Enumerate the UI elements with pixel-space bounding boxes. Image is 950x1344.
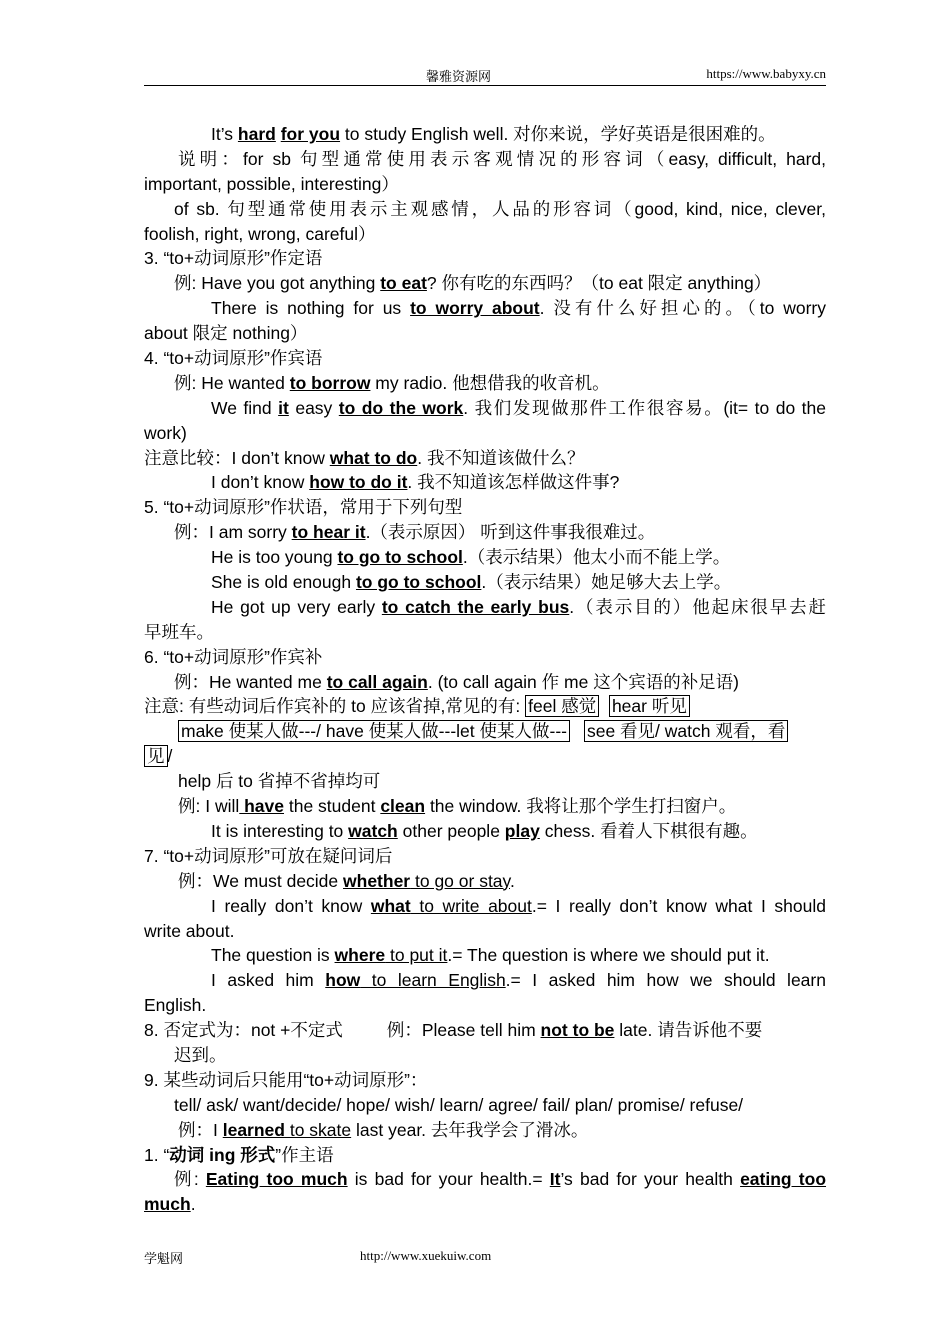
boxed-make-have-let: make 使某人做---/ have 使某人做---let 使某人做---: [178, 720, 570, 742]
example-eating-too-much: 例: Eating too much is bad for your health.= It’s bad for your health eating too: [174, 1169, 827, 1190]
example-to-do-the-work-cont: work): [144, 422, 187, 443]
note-help: help 后 to 省掉不省掉均可: [178, 771, 381, 792]
note-for-sb: 说明：for sb 句型通常使用表示客观情况的形容词（easy, difficult, hard,: [178, 148, 826, 169]
header-site-name: 馨雅资源网: [426, 69, 492, 84]
heading-8-negative-cont: 迟到。: [174, 1044, 227, 1065]
example-what-to-write-cont: write about.: [144, 920, 235, 941]
heading-7-question-words: 7. “to+动词原形”可放在疑问词后: [144, 845, 393, 866]
example-early-bus-cont: 早班车。: [144, 621, 214, 642]
example-to-eat: 例: Have you got anything to eat? 你有吃的东西吗？（to eat 限定 anything）: [174, 273, 772, 294]
example-to-call-again: 例：He wanted me to call again. (to call again 作 me 这个宾语的补足语): [174, 671, 740, 692]
boxed-see-watch: see 看见/ watch 观看，看: [584, 720, 788, 742]
example-to-worry-about: There is nothing for us to worry about. 没有什么好担心的。（to worry: [211, 298, 826, 319]
example-where-to-put: The question is where to put it.= The question is where we should put it.: [211, 945, 770, 966]
heading-gerund-subject: 1. “动词 ing 形式”作主语: [144, 1144, 334, 1165]
heading-3-attributive: 3. “to+动词原形”作定语: [144, 248, 323, 269]
note-omit-to: 注意: 有些动词后作宾补的 to 应该省掉,常见的有: feel 感觉 hear 听见: [144, 694, 826, 719]
example-to-hear-it: 例：I am sorry to hear it.（表示原因） 听到这件事我很难过。: [174, 522, 656, 543]
example-too-young: He is too young to go to school.（表示结果）他太小而不能上学。: [211, 547, 731, 568]
heading-9-only-to: 9. 某些动词后只能用“to+动词原形”：: [144, 1069, 428, 1090]
example-hard-for-you: It’s hard for you to study English well. 对你来说，学好英语是很困难的。: [211, 124, 776, 144]
boxed-feel: feel 感觉: [525, 695, 599, 717]
header-divider: [144, 85, 826, 86]
example-have-clean: 例: I will have the student clean the window. 我将让那个学生打扫窗户。: [178, 796, 737, 817]
example-watch-play: It is interesting to watch other people play chess. 看着人下棋很有趣。: [211, 820, 758, 841]
heading-4-object: 4. “to+动词原形”作宾语: [144, 348, 323, 369]
note-for-sb-cont: important, possible, interesting）: [144, 173, 399, 194]
note-of-sb: of sb. 句型通常使用表示主观感情，人品的形容词（good, kind, nice, clever,: [174, 198, 826, 219]
heading-5-adverbial: 5. “to+动词原形”作状语，常用于下列句型: [144, 497, 463, 518]
page-header: [144, 66, 826, 86]
heading-6-complement: 6. “to+动词原形”作宾补: [144, 646, 323, 667]
example-to-do-the-work: We find it easy to do the work. 我们发现做那件工作很容易。(it= to do the: [211, 397, 826, 418]
example-early-bus: He got up very early to catch the early bus.（表示目的）他起床很早去赶: [211, 596, 826, 617]
note-omit-to-cont: 见 /: [144, 744, 826, 769]
compare-what-to-do: 注意比较：I don’t know what to do. 我不知道该做什么？: [144, 447, 585, 468]
note-omit-to-verbs: [144, 719, 826, 744]
example-how-to-learn-cont: English.: [144, 995, 207, 1016]
footer-url: http://www.xuekuiw.com: [360, 1248, 492, 1263]
verb-list: tell/ ask/ want/decide/ hope/ wish/ learn/ agree/ fail/ plan/ promise/ refuse/: [174, 1094, 744, 1115]
boxed-jian: 见: [144, 745, 168, 767]
example-whether: 例：We must decide whether to go or stay.: [178, 870, 515, 891]
boxed-hear: hear 听见: [609, 695, 690, 717]
page-footer: [144, 1248, 492, 1267]
heading-8-negative: 8. 否定式为：not +不定式 例：Please tell him not to be late. 请告诉他不要: [144, 1020, 763, 1041]
example-eating-too-much-cont: much.: [144, 1194, 196, 1215]
example-learned-to-skate: 例：I learned to skate last year. 去年我学会了滑冰。: [178, 1119, 589, 1140]
example-to-worry-about-cont: about 限定 nothing）: [144, 323, 308, 344]
compare-how-to-do-it: I don’t know how to do it. 我不知道该怎样做这件事?: [211, 472, 620, 493]
note-of-sb-cont: foolish, right, wrong, careful）: [144, 223, 376, 244]
footer-site-name: 学魁网: [144, 1251, 184, 1266]
example-to-borrow: 例: He wanted to borrow my radio. 他想借我的收音机。: [174, 372, 610, 393]
example-how-to-learn: I asked him how to learn English.= I asked him how we should learn: [211, 970, 826, 991]
header-url: https://www.babyxy.cn: [706, 66, 826, 81]
example-old-enough: She is old enough to go to school.（表示结果）她足够大去上学。: [211, 572, 732, 593]
example-what-to-write: I really don’t know what to write about.= I really don’t know what I should: [211, 895, 827, 916]
document-body: [144, 122, 826, 1217]
